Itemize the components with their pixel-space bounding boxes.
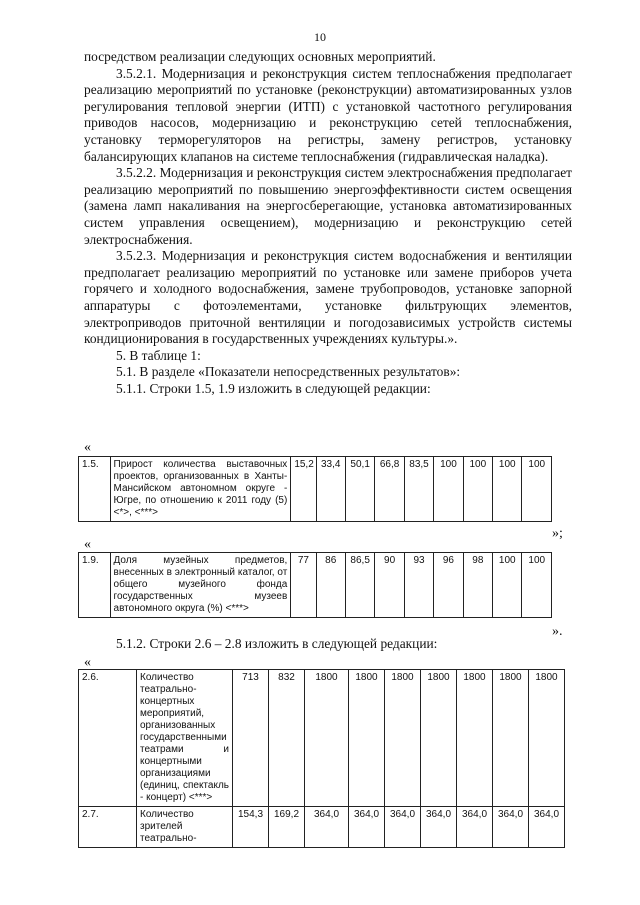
row-number: 1.9. <box>79 553 111 618</box>
paragraph-item-5: 5. В таблице 1: <box>116 347 201 363</box>
value-cell: 15,2 <box>291 457 316 522</box>
value-cell: 1800 <box>305 670 349 807</box>
paragraph-intro: посредством реализации следующих основных мероприятий. <box>84 49 436 64</box>
row-number: 2.6. <box>79 670 137 807</box>
paragraph-3-5-2-1: 3.5.2.1. Модернизация и реконструкция систем теплоснабжения предполагает реализацию мероприятий по установке (реконструкции) автоматизированных узлов регулирования тепловой энергии (ИТП) с установкой частотного регулирования приводов насосов, модернизацию и реконструкцию сетей теплоснабжения, установку терморегуляторов на регистры, замену регистров, установку балансирующих клапанов на системе теплоснабжения (гидравлическая наладка). <box>84 65 572 164</box>
table-row <box>79 553 552 618</box>
value-cell: 86,5 <box>345 553 374 618</box>
value-cell: 832 <box>269 670 305 807</box>
value-cell: 1800 <box>421 670 457 807</box>
table-row <box>79 807 565 848</box>
value-cell: 364,0 <box>421 807 457 848</box>
value-cell: 50,1 <box>345 457 374 522</box>
value-cell: 1800 <box>385 670 421 807</box>
table-row <box>79 670 565 807</box>
value-cell: 1800 <box>349 670 385 807</box>
value-cell: 96 <box>434 553 463 618</box>
value-cell: 100 <box>493 457 522 522</box>
page-number: 10 <box>314 30 326 44</box>
value-cell: 100 <box>463 457 492 522</box>
value-cell: 1800 <box>493 670 529 807</box>
body-text-top <box>84 49 572 397</box>
value-cell: 77 <box>291 553 316 618</box>
table-rows-2-6-2-8 <box>78 669 565 848</box>
table-row-1-5 <box>78 456 552 522</box>
paragraph-item-5-1-2: 5.1.2. Строки 2.6 – 2.8 изложить в следующей редакции: <box>116 636 438 651</box>
paragraph-item-5-1-1: 5.1.1. Строки 1.5, 1.9 изложить в следующей редакции: <box>116 380 431 396</box>
row-number: 1.5. <box>79 457 111 522</box>
paragraph-3-5-2-3: 3.5.2.3. Модернизация и реконструкция систем водоснабжения и вентиляции предполагает реализацию мероприятий по установке или замене приборов учета горячего и холодного водоснабжения, замене трубопроводов, установке запорной аппаратуры с фотоэлементами, установке фильтрующих элементов, электроприводов приточной вентиляции и погодозависимых устройств системы кондиционирования в государственных учреждениях культуры.». <box>84 248 572 347</box>
open-quote-1: « <box>84 440 91 455</box>
value-cell: 100 <box>522 553 552 618</box>
value-cell: 364,0 <box>349 807 385 848</box>
value-cell: 364,0 <box>457 807 493 848</box>
value-cell: 100 <box>493 553 522 618</box>
row-indicator-name: Доля музейных предметов, внесенных в электронный каталог, от общего музейного фонда государственных музеев автономного округа (%) <***> <box>110 553 291 618</box>
value-cell: 90 <box>375 553 404 618</box>
row-number: 2.7. <box>79 807 137 848</box>
table-row-1-9 <box>78 552 552 618</box>
value-cell: 169,2 <box>269 807 305 848</box>
value-cell: 86 <box>316 553 345 618</box>
row-indicator-name: Количество зрителей театрально- <box>137 807 233 848</box>
value-cell: 713 <box>233 670 269 807</box>
close-quote-2: ». <box>552 624 563 639</box>
value-cell: 1800 <box>529 670 565 807</box>
value-cell: 364,0 <box>493 807 529 848</box>
value-cell: 33,4 <box>316 457 345 522</box>
row-indicator-name: Прирост количества выставочных проектов, организованных в Ханты-Мансийском автономном округе - Югре, по отношению к 2011 году (5) <*>, <***> <box>110 457 291 522</box>
body-text-bottom <box>84 636 572 653</box>
value-cell: 364,0 <box>385 807 421 848</box>
value-cell: 100 <box>522 457 552 522</box>
table-row <box>79 457 552 522</box>
value-cell: 98 <box>463 553 492 618</box>
value-cell: 1800 <box>457 670 493 807</box>
value-cell: 154,3 <box>233 807 269 848</box>
paragraph-item-5-1: 5.1. В разделе «Показатели непосредственных результатов»: <box>116 364 461 380</box>
open-quote-2: « <box>84 537 91 552</box>
value-cell: 93 <box>404 553 433 618</box>
value-cell: 66,8 <box>375 457 404 522</box>
close-quote-1: »; <box>552 526 563 541</box>
row-indicator-name: Количество театрально-концертных мероприятий, организованных государственными театрами и концертными организациями (единиц, спектакль - концерт) <***> <box>137 670 233 807</box>
value-cell: 364,0 <box>529 807 565 848</box>
paragraph-3-5-2-2: 3.5.2.2. Модернизация и реконструкция систем электроснабжения предполагает реализацию мероприятий по повышению энергоэффективности систем освещения (замена ламп накаливания на энергосберегающие, установка автоматизированных систем управления освещением), модернизацию и реконструкцию сетей электроснабжения. <box>84 165 572 247</box>
value-cell: 364,0 <box>305 807 349 848</box>
value-cell: 83,5 <box>404 457 433 522</box>
open-quote-3: « <box>84 655 91 670</box>
value-cell: 100 <box>434 457 463 522</box>
